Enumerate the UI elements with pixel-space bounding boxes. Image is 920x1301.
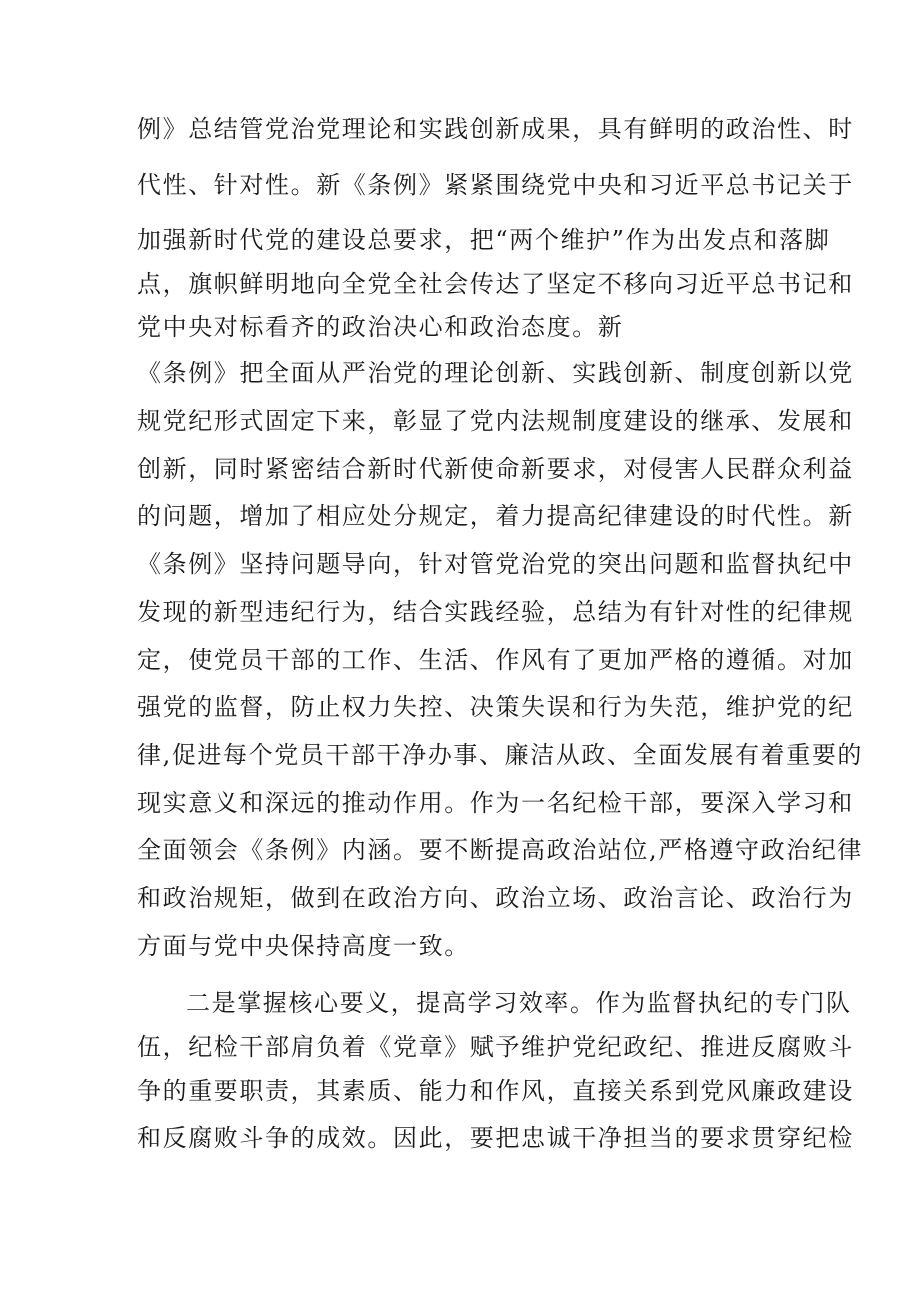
text-line: 现实意义和深远的推动作用。作为一名纪检干部，要深入学习和 bbox=[137, 789, 854, 817]
text-line: 的问题，增加了相应处分规定，着力提高纪律建设的时代性。新 bbox=[137, 502, 854, 530]
text-line: 《条例》坚持问题导向，针对管党治党的突出问题和监督执纪中 bbox=[137, 550, 854, 578]
text-line: 点，旗帜鲜明地向全党全社会传达了坚定不移向习近平总书记和 bbox=[137, 270, 854, 298]
text-line: 定，使党员干部的工作、生活、作风有了更加严格的遵循。对加 bbox=[137, 646, 854, 674]
text-line: 规党纪形式固定下来，彰显了党内法规制度建设的继承、发展和 bbox=[137, 407, 854, 435]
text-line: 争的重要职责，其素质、能力和作风，直接关系到党风廉政建设 bbox=[137, 1077, 854, 1105]
paragraph-first-line: 二是掌握核心要义，提高学习效率。作为监督执纪的专门队 bbox=[186, 989, 852, 1017]
text-line: 代性、针对性。新《条例》紧紧围绕党中央和习近平总书记关于 bbox=[137, 171, 854, 199]
text-line: 创新，同时紧密结合新时代新使命新要求，对侵害人民群众利益 bbox=[137, 455, 854, 483]
text-line: 加强新时代党的建设总要求，把“两个维护”作为出发点和落脚 bbox=[137, 226, 831, 254]
text-line: 党中央对标看齐的政治决心和政治态度。新 bbox=[137, 313, 624, 341]
text-line: 和政治规矩，做到在政治方向、政治立场、政治言论、政治行为 bbox=[137, 884, 854, 912]
text-line: 《条例》把全面从严治党的理论创新、实践创新、制度创新以党 bbox=[137, 359, 854, 387]
text-line: 方面与党中央保持高度一致。 bbox=[137, 932, 470, 960]
text-line: 律,促进每个党员干部干净办事、廉洁从政、全面发展有着重要的 bbox=[137, 741, 864, 769]
text-line: 全面领会《条例》内涵。要不断提高政治站位,严格遵守政治纪律 bbox=[137, 836, 864, 864]
text-line: 发现的新型违纪行为，结合实践经验，总结为有针对性的纪律规 bbox=[137, 598, 854, 626]
text-line: 例》总结管党治党理论和实践创新成果，具有鲜明的政治性、时 bbox=[137, 115, 854, 143]
text-line: 强党的监督，防止权力失控、决策失误和行为失范，维护党的纪 bbox=[137, 693, 854, 721]
text-line: 伍，纪检干部肩负着《党章》赋予维护党纪政纪、推进反腐败斗 bbox=[137, 1033, 854, 1061]
text-line: 和反腐败斗争的成效。因此，要把忠诚干净担当的要求贯穿纪检 bbox=[137, 1124, 854, 1152]
